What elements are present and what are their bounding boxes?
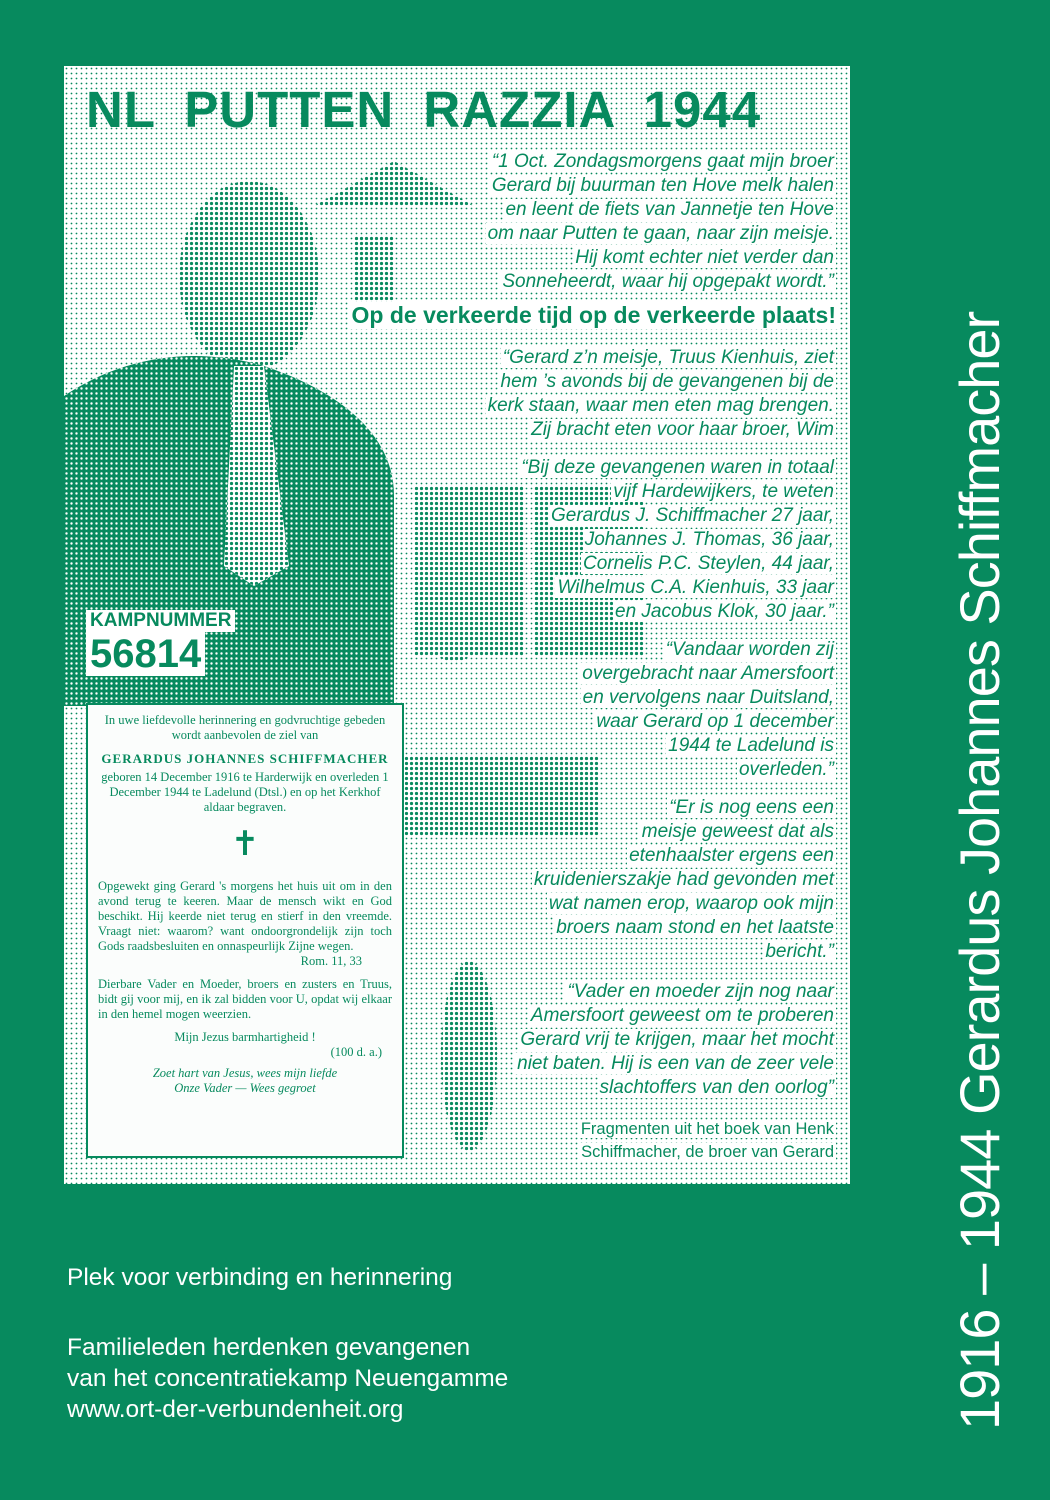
quote-line: meisje geweest dat als: [641, 821, 834, 842]
side-title: 1916 – 1944 Gerardus Johannes Schiffmacher: [948, 311, 1011, 1430]
card-text-2: Dierbare Vader en Moeder, broers en zusters en Truus, bidt gij voor mij, en ik zal bidden voor U, opdat wij elkaar in den hemel mogen weerzien.: [98, 977, 392, 1021]
quote-line: wat namen erop, waarop ook mijn: [548, 893, 834, 914]
quote-line: overgebracht naar Amersfoort: [582, 663, 834, 684]
credit-line: Schiffmacher, de broer van Gerard: [581, 1143, 834, 1161]
quote-block-3: [519, 456, 836, 624]
card-prayer: Mijn Jezus barmhartigheid !: [174, 1030, 316, 1044]
quote-line: etenhaalster ergens een: [629, 845, 834, 866]
quote-line: “1 Oct. Zondagsmorgens gaat mijn broer: [491, 151, 834, 172]
card-bible-ref: Rom. 11, 33: [300, 954, 362, 968]
poster-panel: [64, 66, 850, 1184]
quote-line: kerk staan, waar men eten mag brengen.: [487, 395, 834, 416]
quote-line: waar Gerard op 1 december: [596, 711, 834, 732]
quote-line: overleden.”: [738, 759, 834, 780]
quote-line: niet baten. Hij is een van de zeer vele: [517, 1053, 834, 1074]
quote-line: 1944 te Ladelund is: [668, 735, 834, 756]
quote-line: hem ’s avonds bij de gevangenen bij de: [500, 371, 834, 392]
quote-line: en Jacobus Klok, 30 jaar.”: [615, 601, 834, 622]
quote-line: Hij komt echter niet verder dan: [575, 247, 834, 268]
memorial-card: [86, 703, 404, 1158]
quote-block-6: [515, 980, 836, 1100]
quote-block-4: [580, 638, 836, 782]
quote-line: en leent de fiets van Jannetje ten Hove: [505, 199, 834, 220]
quote-line: Zij bracht eten voor haar broer, Wim: [531, 419, 834, 440]
quote-block-1: [486, 150, 836, 294]
footer-website-link[interactable]: www.ort-der-verbundenheit.org: [67, 1396, 404, 1423]
tagline: Op de verkeerde tijd op de verkeerde plaats!: [351, 302, 836, 328]
footer-line-1: Plek voor verbinding en herinnering: [67, 1264, 453, 1291]
quote-block-5: [532, 796, 836, 964]
quote-line: Wilhelmus C.A. Kienhuis, 33 jaar: [557, 577, 834, 598]
card-text-1: Opgewekt ging Gerard 's morgens het huis uit om in den avond terug te keeren. Maar de mensch wikt en God beschikt. Hij keerde niet terug en stierf in den vreemde. Vraagt niet: waarom? want ondoorgrondelijk zijn toch Gods raadsbesluiten en onnaspeurlijk Zijne wegen.: [98, 879, 392, 953]
card-details: geboren 14 December 1916 te Harderwijk en overleden 1 December 1944 te Ladelund (Dtsl.) en op het Kerkhof aldaar begraven.: [101, 770, 389, 814]
quote-line: broers naam stond en het laatste: [556, 917, 834, 938]
quote-line: Gerard bij buurman ten Hove melk halen: [491, 175, 834, 196]
card-closing-2: Onze Vader — Wees gegroet: [174, 1081, 316, 1095]
quote-line: Johannes J. Thomas, 36 jaar,: [584, 529, 834, 550]
quote-line: “Gerard z’n meisje, Truus Kienhuis, ziet: [502, 347, 834, 368]
footer-line-2: Familieleden herdenken gevangenen: [67, 1334, 471, 1361]
quote-line: “Er is nog eens een: [669, 797, 834, 818]
quote-line: en vervolgens naar Duitsland,: [582, 687, 834, 708]
quote-line: “Vandaar worden zij: [665, 639, 834, 660]
card-name: GERARDUS JOHANNES SCHIFFMACHER: [101, 751, 389, 766]
poster-title: NL PUTTEN RAZZIA 1944: [86, 81, 762, 138]
quote-block-2: [486, 346, 836, 442]
quote-line: Cornelis P.C. Steylen, 44 jaar,: [582, 553, 834, 574]
camp-number: 56814: [86, 632, 205, 676]
camp-number-label: KAMPNUMMER: [86, 610, 235, 632]
quote-line: “Bij deze gevangenen waren in totaal: [521, 457, 834, 478]
credit-line: Fragmenten uit het boek van Henk: [580, 1120, 834, 1138]
source-credit: [579, 1118, 836, 1164]
card-indulgence: (100 d. a.): [330, 1045, 382, 1059]
cross-icon: ✝: [230, 826, 260, 863]
card-closing-1: Zoet hart van Jesus, wees mijn liefde: [152, 1066, 338, 1080]
quote-line: Gerard vrij te krijgen, maar het mocht: [520, 1029, 834, 1050]
quote-line: om naar Putten te gaan, naar zijn meisje.: [487, 223, 834, 244]
quote-line: kruidenierszakje had gevonden met: [534, 869, 834, 890]
quote-line: vijf Hardewijkers, te weten: [613, 481, 834, 502]
quote-line: Sonneheerdt, waar hij opgepakt wordt.”: [502, 271, 834, 292]
quote-line: Gerardus J. Schiffmacher 27 jaar,: [550, 505, 834, 526]
quote-line: “Vader en moeder zijn nog naar: [567, 981, 834, 1002]
quote-line: Amersfoort geweest om te proberen: [530, 1005, 834, 1026]
card-intro: In uwe liefdevolle herinnering en godvruchtige gebeden wordt aanbevolen de ziel van: [104, 713, 386, 742]
quote-line: bericht.”: [765, 941, 834, 962]
quote-line: slachtoffers van den oorlog”: [599, 1077, 834, 1098]
footer-line-3: van het concentratiekamp Neuengamme: [67, 1365, 509, 1392]
